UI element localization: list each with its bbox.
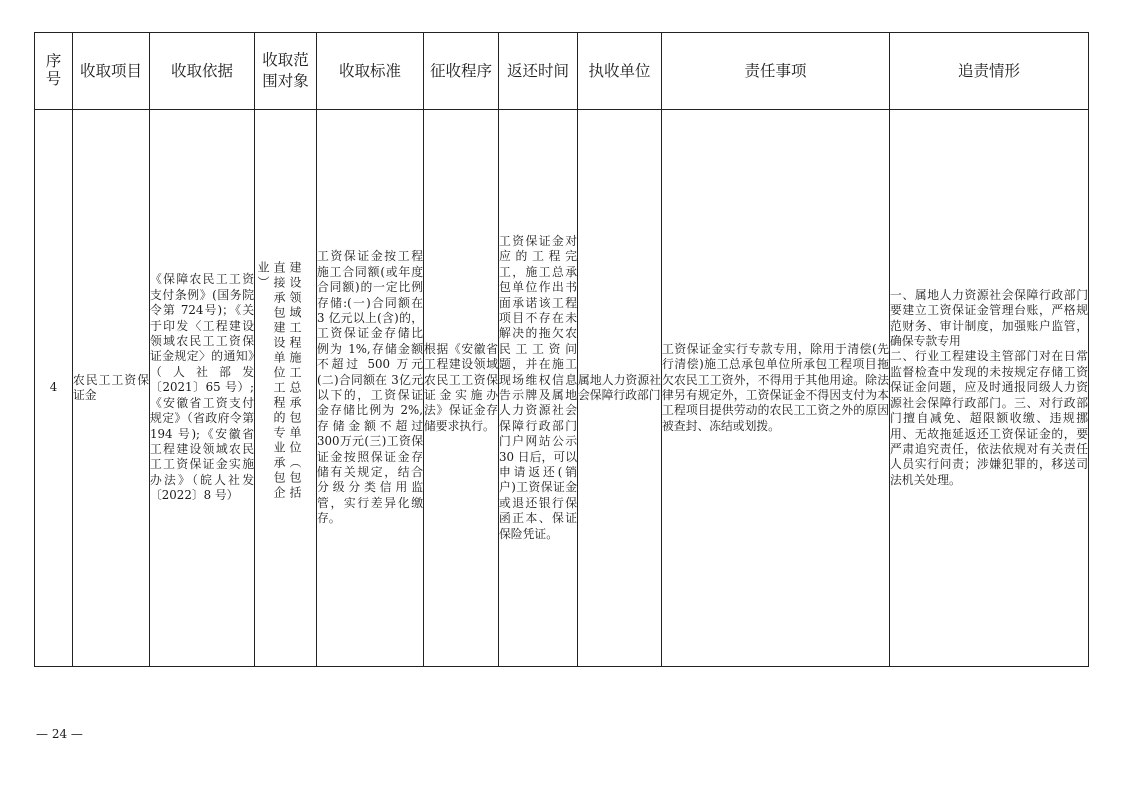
- header-enforcement-unit: 执收单位: [578, 33, 662, 110]
- header-scope-label: 收取范围对象: [262, 51, 309, 90]
- cell-return-time: 工资保证金对应的工程完工，施工总承包单位作出书面承诺该工程项目不存在未解决的拖欠农民工工资问题，并在施工现场维权信息告示牌及属地人力资源社会保障行政部门门户网站公示 30 日后，可以申请返还(销户)工资保证金或退还银行保函正本、保证保险凭证。: [499, 110, 578, 667]
- cell-seq: 4: [35, 110, 73, 667]
- cell-procedure: 根据《安徽省工程建设领域农民工工资保证金实施办法》保证金存储要求执行。: [424, 110, 499, 667]
- cell-responsibility: 工资保证金实行专款专用，除用于清偿(先行清偿)施工总承包单位所承包工程项目拖欠农民工工资外，不得用于其他用途。除法律另有规定外，工资保证金不得因支付为本工程项目提供劳动的农民工工资之外的原因被查封、冻结或划拨。: [662, 110, 890, 667]
- header-row: [35, 33, 1089, 110]
- header-scope: [255, 33, 317, 110]
- header-responsibility: 责任事项: [662, 33, 890, 110]
- header-basis: 收取依据: [150, 33, 255, 110]
- header-seq-label: 序号: [45, 52, 62, 88]
- header-seq: [35, 33, 73, 110]
- table-row: [35, 110, 1089, 667]
- page-number: — 24 —: [36, 727, 83, 741]
- cell-basis: 《保障农民工工资支付条例》(国务院令第 724号)；《关于印发〈工程建设领域农民工工资保证金规定〉的通知》（人社部发〔2021〕65 号）;《安徽省工资支付规定》（省政府令第 194 号);《安徽省工程建设领域农民工工资保证金实施办法》（皖人社发〔2022〕8 号）: [150, 110, 255, 667]
- cell-enforcement-unit: 属地人力资源社会保障行政部门: [578, 110, 662, 667]
- header-procedure: 征收程序: [424, 33, 499, 110]
- cell-standard: 工资保证金按工程施工合同额(或年度合同额)的一定比例存储:(一)合同额在 3 亿元以上(含)的，工资保证金存储比例为 1%,存储金额不超过 500 万元(二)合同额在 3亿元以下的，工资保证金存储比例为 2%,存储金额不超过 300万元(三)工资保证金按照保证金存储有关规定，结合分级分类信用监管，实行差异化缴存。: [317, 110, 424, 667]
- header-accountability: 追责情形: [890, 33, 1089, 110]
- header-item: 收取项目: [73, 33, 150, 110]
- fee-table: [34, 32, 1089, 667]
- header-return-time: 返还时间: [499, 33, 578, 110]
- header-standard: 收取标准: [317, 33, 424, 110]
- cell-item: 农民工工资保证金: [73, 110, 150, 667]
- cell-scope-text: 建设领域工程施工总承包单位（包括直接承包建设单位工程的专业承包企业）: [256, 260, 302, 501]
- cell-accountability: 一、属地人力资源社会保障行政部门要建立工资保证金管理台账，严格规范财务、审计制度，加强账户监管，确保专款专用 二、行业工程建设主管部门对在日常监督检查中发现的未按规定存储工资保证金问题，应及时通报同级人力资源社会保障行政部门。三、对行政部门擅自减免、超限额收缴、违规挪用、无故拖延返还工资保证金的，要严肃追究责任，依法依规对有关责任人员实行问责；涉嫌犯罪的，移送司法机关处理。: [890, 110, 1089, 667]
- cell-scope: [255, 110, 317, 667]
